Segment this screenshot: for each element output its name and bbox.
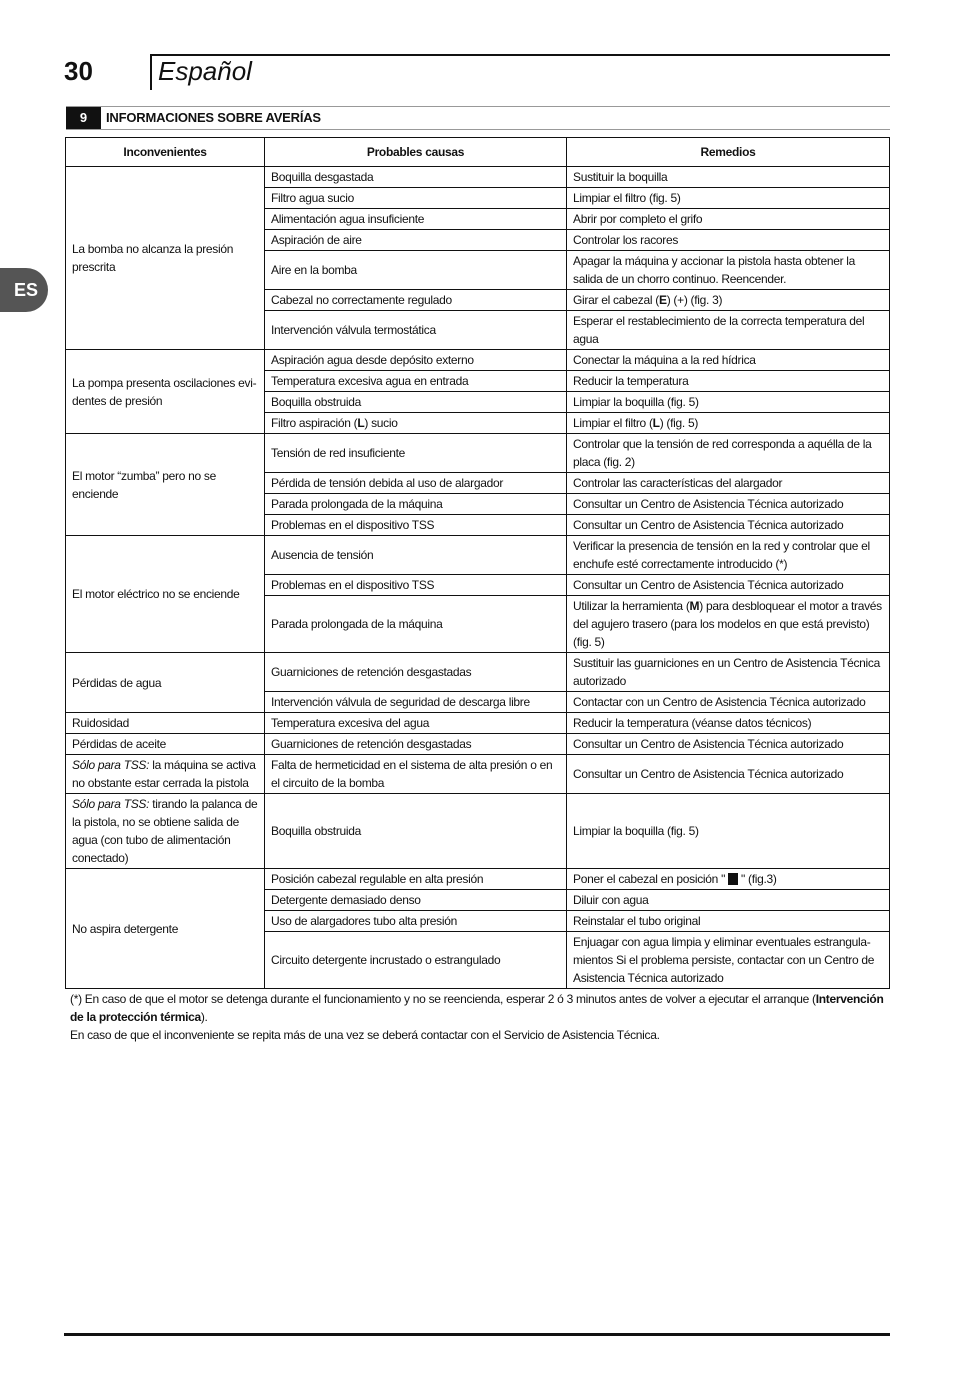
cause-cell — [265, 473, 567, 494]
remedy-text: Utilizar la herramienta ( — [573, 599, 690, 613]
remedy-text: Consultar un Centro de Asistencia Técnica autorizado — [573, 578, 844, 592]
cause-text: Intervención válvula termostática — [271, 323, 436, 337]
cause-text: Circuito detergente incrustado o estrangulado — [271, 953, 501, 967]
cause-cell — [265, 371, 567, 392]
remedy-text: Limpiar el filtro ( — [573, 416, 653, 430]
cause-cell — [265, 911, 567, 932]
remedy-cell — [567, 371, 890, 392]
cause-text: Alimentación agua insuficiente — [271, 212, 425, 226]
cause-cell — [265, 392, 567, 413]
problem-qualifier: Sólo para TSS: — [72, 797, 150, 811]
footnote-bold-text: Intervención de la protección térmica — [70, 992, 884, 1024]
cause-text: Problemas en el dispositivo TSS — [271, 518, 435, 532]
table-row — [66, 755, 890, 794]
remedy-text: Consultar un Centro de Asistencia Técnica autorizado — [573, 497, 844, 511]
remedy-cell — [567, 515, 890, 536]
page-number: 30 — [64, 56, 93, 86]
remedy-cell — [567, 734, 890, 755]
header-rule — [151, 54, 890, 56]
cause-cell — [265, 413, 567, 434]
cause-text: Aire en la bomba — [271, 263, 357, 277]
problem-cell — [66, 755, 265, 794]
remedy-cell — [567, 230, 890, 251]
problem-text: Pérdidas de agua — [72, 675, 162, 690]
remedy-bold-ref: L — [652, 416, 660, 430]
problem-cell — [66, 434, 265, 536]
problem-cell — [66, 536, 265, 653]
cause-text: Guarniciones de retención desgastadas — [271, 665, 472, 679]
remedy-cell — [567, 890, 890, 911]
section-title: INFORMACIONES SOBRE AVERÍAS — [106, 110, 321, 125]
problem-cell — [66, 167, 265, 350]
cause-cell — [265, 230, 567, 251]
cause-cell — [265, 692, 567, 713]
remedy-cell — [567, 392, 890, 413]
remedy-cell — [567, 536, 890, 575]
problem-text: El motor “zumba” pero no se enciende — [72, 468, 216, 501]
cause-text: Temperatura excesiva del agua — [271, 716, 430, 730]
remedy-cell — [567, 434, 890, 473]
cause-text: Posición cabezal regulable en alta presión — [271, 872, 484, 886]
cause-cell — [265, 350, 567, 371]
table-row — [66, 869, 890, 890]
remedy-cell — [567, 251, 890, 290]
cause-cell — [265, 596, 567, 653]
cause-bold-ref: L — [357, 416, 365, 430]
remedy-cell — [567, 350, 890, 371]
remedy-text-end: " (fig.3) — [741, 872, 777, 886]
remedy-text: Consultar un Centro de Asistencia Técnica autorizado — [573, 518, 844, 532]
remedy-text: Consultar un Centro de Asistencia Técnica autorizado — [573, 737, 844, 751]
remedy-text: Enjuagar con agua limpia y eliminar eventuales estrangula-mientos Si el problema persiste, contactar con un Centro de Asistencia Técnica autorizado — [573, 935, 875, 985]
table-row — [66, 434, 890, 473]
column-header-problems: Inconvenientes — [66, 138, 265, 167]
remedy-text: Reducir la temperatura (véanse datos técnicos) — [573, 716, 812, 730]
cause-cell — [265, 311, 567, 350]
remedy-cell — [567, 755, 890, 794]
remedy-text: Sustituir las guarniciones en un Centro de Asistencia Técnica autorizado — [573, 656, 880, 688]
cause-text: Tensión de red insuficiente — [271, 446, 405, 460]
remedy-text: Controlar que la tensión de red corresponda a aquélla de la placa (fig. 2) — [573, 437, 872, 469]
remedy-text: Controlar las características del alargador — [573, 476, 783, 490]
remedy-bold-ref: E — [658, 293, 667, 307]
remedy-text: Limpiar el filtro (fig. 5) — [573, 191, 681, 205]
cause-text: Problemas en el dispositivo TSS — [271, 578, 435, 592]
remedy-text: Contactar con un Centro de Asistencia Técnica autorizado — [573, 695, 866, 709]
cause-text: Filtro agua sucio — [271, 191, 354, 205]
cause-cell — [265, 713, 567, 734]
problem-cell — [66, 653, 265, 713]
footnote-thermal-protection — [70, 990, 885, 1026]
remedy-text: Poner el cabezal en posición " — [573, 872, 726, 886]
cause-text: Filtro aspiración ( — [271, 416, 358, 430]
problem-text: Ruidosidad — [72, 716, 130, 730]
table-row — [66, 167, 890, 188]
remedy-text: Conectar la máquina a la red hídrica — [573, 353, 756, 367]
header-divider — [150, 54, 152, 90]
cause-text: Ausencia de tensión — [271, 548, 374, 562]
remedy-text: Reducir la temperatura — [573, 374, 689, 388]
problem-text: El motor eléctrico no se enciende — [72, 587, 240, 601]
cause-text: Intervención válvula de seguridad de descarga libre — [271, 695, 530, 709]
cause-cell — [265, 434, 567, 473]
remedy-cell — [567, 692, 890, 713]
remedy-cell — [567, 596, 890, 653]
problem-cell — [66, 734, 265, 755]
remedy-cell — [567, 188, 890, 209]
remedy-cell — [567, 290, 890, 311]
cause-cell — [265, 494, 567, 515]
cause-text: Parada prolongada de la máquina — [271, 497, 443, 511]
cause-text: Pérdida de tensión debida al uso de alargador — [271, 476, 504, 490]
language-side-tab: ES — [0, 268, 48, 312]
remedy-cell — [567, 869, 890, 890]
remedy-text: Consultar un Centro de Asistencia Técnica autorizado — [573, 767, 844, 781]
remedy-cell — [567, 713, 890, 734]
problem-qualifier: Sólo para TSS: — [72, 758, 150, 772]
remedy-cell — [567, 311, 890, 350]
footer-rule — [64, 1333, 890, 1336]
footnote — [70, 990, 885, 1044]
language-title: Español — [158, 56, 252, 86]
cause-text: Boquilla desgastada — [271, 170, 374, 184]
section-number: 9 — [66, 107, 101, 129]
cause-cell — [265, 209, 567, 230]
remedy-cell — [567, 653, 890, 692]
cause-cell — [265, 515, 567, 536]
remedy-text: Girar el cabezal ( — [573, 293, 659, 307]
problem-text: La bomba no alcanza la presión prescrita — [72, 242, 234, 274]
cause-text: Uso de alargadores tubo alta presión — [271, 914, 457, 928]
remedy-text-end: ) (+) (fig. 3) — [666, 293, 723, 307]
remedy-cell — [567, 413, 890, 434]
problem-text: No aspira detergente — [72, 921, 179, 936]
remedy-text-end: ) para desbloquear el motor a través del agujero trasero (para los modelos en que está previsto) (fig. 5) — [573, 599, 882, 649]
cause-cell — [265, 755, 567, 794]
remedy-cell — [567, 575, 890, 596]
cause-cell — [265, 869, 567, 890]
table-header-row — [66, 138, 890, 167]
remedy-cell — [567, 494, 890, 515]
table-body — [66, 167, 890, 989]
cause-text: Detergente demasiado denso — [271, 893, 421, 907]
table-row — [66, 350, 890, 371]
cause-text: Cabezal no correctamente regulado — [271, 293, 452, 307]
footnote-service-note: En caso de que el inconveniente se repita más de una vez se deberá contactar con el Servicio de Asistencia Técnica. — [70, 1028, 660, 1042]
cause-text: Parada prolongada de la máquina — [271, 617, 443, 631]
problem-cell — [66, 794, 265, 869]
table-row — [66, 713, 890, 734]
troubleshooting-table — [65, 137, 890, 989]
column-header-remedies: Remedios — [567, 138, 890, 167]
cause-text: Guarniciones de retención desgastadas — [271, 737, 472, 751]
cause-cell — [265, 575, 567, 596]
remedy-cell — [567, 209, 890, 230]
table-row — [66, 794, 890, 869]
problem-cell — [66, 713, 265, 734]
remedy-text-end: ) (fig. 5) — [659, 416, 699, 430]
remedy-text: Verificar la presencia de tensión en la red y controlar que el enchufe esté correctamente introducido (*) — [573, 539, 870, 571]
problem-text: la máquina se activa no obstante estar cerrada la pistola — [72, 758, 256, 790]
cause-cell — [265, 932, 567, 989]
cause-text-end: ) sucio — [364, 416, 398, 430]
remedy-cell — [567, 794, 890, 869]
remedy-bold-ref: M — [689, 599, 700, 613]
remedy-text: Diluir con agua — [573, 893, 649, 907]
cause-text: Aspiración de aire — [271, 233, 362, 247]
remedy-text: Limpiar la boquilla (fig. 5) — [573, 395, 699, 409]
table-row — [66, 734, 890, 755]
remedy-text: Abrir por completo el grifo — [573, 212, 703, 226]
section-header — [66, 106, 890, 130]
cause-text: Falta de hermeticidad en el sistema de alta presión o en el circuito de la bomba — [271, 758, 553, 790]
cause-cell — [265, 734, 567, 755]
problem-text: tirando la palanca de la pistola, no se obtiene salida de agua (con tubo de alimentación conectado) — [72, 797, 258, 865]
problem-text: Pérdidas de aceite — [72, 737, 166, 751]
footnote-text: (*) En caso de que el motor se detenga durante el funcionamiento y no se reencienda, esperar 2 ó 3 minutos antes de volver a ejecutar el arranque ( — [70, 992, 816, 1006]
remedy-cell — [567, 473, 890, 494]
remedy-text: Limpiar la boquilla (fig. 5) — [573, 824, 699, 838]
table-row — [66, 536, 890, 575]
cause-cell — [265, 290, 567, 311]
cause-cell — [265, 188, 567, 209]
problem-cell — [66, 350, 265, 434]
cause-cell — [265, 167, 567, 188]
cause-cell — [265, 653, 567, 692]
cause-text: Boquilla obstruida — [271, 395, 361, 409]
table-row — [66, 653, 890, 692]
remedy-cell — [567, 932, 890, 989]
cause-text: Aspiración agua desde depósito externo — [271, 353, 474, 367]
problem-cell — [66, 869, 265, 989]
cause-cell — [265, 794, 567, 869]
block-minus-icon — [728, 873, 738, 885]
cause-cell — [265, 536, 567, 575]
remedy-cell — [567, 167, 890, 188]
cause-cell — [265, 251, 567, 290]
remedy-text: Controlar los racores — [573, 233, 679, 247]
cause-cell — [265, 890, 567, 911]
remedy-text: Sustituir la boquilla — [573, 170, 668, 184]
remedy-text: Apagar la máquina y accionar la pistola hasta obtener la salida de un chorro continuo. Reencender. — [573, 254, 856, 286]
remedy-cell — [567, 911, 890, 932]
remedy-text: Reinstalar el tubo original — [573, 914, 701, 928]
cause-text: Boquilla obstruida — [271, 824, 361, 838]
cause-text: Temperatura excesiva agua en entrada — [271, 374, 469, 388]
column-header-causes: Probables causas — [265, 138, 567, 167]
problem-text: La pompa presenta oscilaciones evi-dentes de presión — [72, 375, 257, 408]
remedy-text: Esperar el restablecimiento de la correcta temperatura del agua — [573, 314, 865, 346]
footnote-text-end: ). — [200, 1010, 208, 1024]
